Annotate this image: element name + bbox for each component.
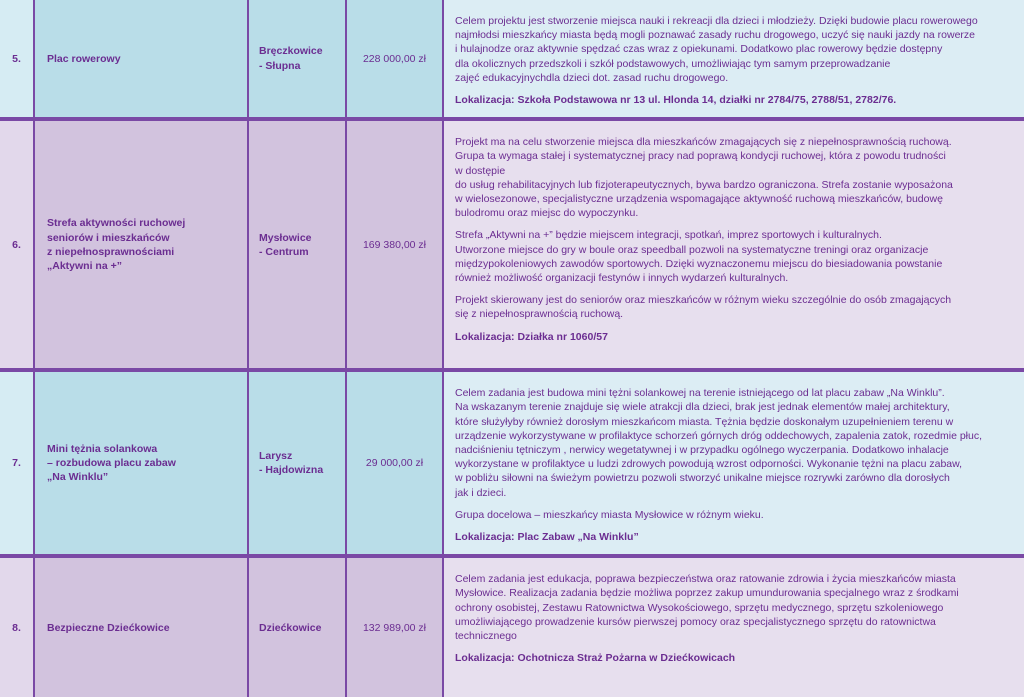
project-row-7 (0, 372, 1024, 554)
project-row-8 (0, 558, 1024, 697)
project-cost: 228 000,00 zł (346, 0, 443, 117)
project-location: Lokalizacja: Szkoła Podstawowa nr 13 ul. Hlonda 14, działki nr 2784/75, 2788/51, 2782/76. (455, 94, 897, 107)
project-district: Dziećkowice (248, 558, 346, 697)
project-district: Mysłowice - Centrum (248, 121, 346, 368)
description-paragraph: Strefa „Aktywni na +” będzie miejscem integracji, spotkań, imprez sportowych i kulturalnych. Utworzone miejsce do gry w boule oraz speedball pozwoli na systematyczne treningi oraz organizacje międzypokoleniowych zawodów sportowych. Dzięki wyznaczonemu miejscu do biesiadowania powstanie również możliwość organizacji festynów i innych wydarzeń kulturalnych. (455, 229, 943, 285)
project-description (443, 121, 1024, 368)
project-cost: 29 000,00 zł (346, 372, 443, 554)
project-district: Bręczkowice - Słupna (248, 0, 346, 117)
description-paragraph: Celem zadania jest budowa mini tężni solankowej na terenie istniejącego od lat placu zabaw „Na Winklu”. Na wskazanym terenie znajduje się wiele atrakcji dla dzieci, brak jest jednak elementów małej architektury, które służyłyby również dorosłym mieszkańcom miasta. Tężnia będzie doskonałym uzupełnieniem terenu w urządzenie wykorzystywane w profilaktyce schorzeń górnych dróg oddechowych, zapalenia zatok, rozedmie płuc, nadciśnieniu tętniczym , nerwicy wegetatywnej i w przypadku ogólnego wyczerpania. Dodatkowo inhalacje wykorzystane w profilaktyce u ludzi zdrowych powodują wzrost odporności. Wykonanie tężni na placu zabaw, w pobliżu siłowni na świeżym powietrzu pozwoli stworzyć unikalne miejsce rozrywki zarówno dla dorosłych jak i dzieci. (455, 387, 983, 499)
project-name: Plac rowerowy (34, 0, 248, 117)
project-number: 8. (0, 558, 34, 697)
project-name: Strefa aktywności ruchowej seniorów i mieszkańców z niepełnosprawnościami „Aktywni na +” (34, 121, 248, 368)
project-description (443, 0, 1024, 117)
description-paragraph: Celem projektu jest stworzenie miejsca nauki i rekreacji dla dzieci i młodzieży. Dzięki budowie placu rowerowego najmłodsi mieszkańcy miasta będą mogli poznawać zasady ruchu drogowego, uczyć się nauki jazdy na rowerze i hulajnodze oraz aktywnie spędzać czas wraz z opiekunami. Dodatkowo plac rowerowy będzie dostępny dla okolicznych przedszkoli i szkół podstawowych, umożliwiając tym samym przeprowadzanie zajęć edukacyjnychdla dzieci dot. zasad ruchu drogowego. (455, 15, 978, 84)
project-description (443, 372, 1024, 554)
project-cost: 132 989,00 zł (346, 558, 443, 697)
project-description (443, 558, 1024, 697)
project-row-6 (0, 121, 1024, 368)
description-paragraph: Projekt ma na celu stworzenie miejsca dla mieszkańców zmagających się z niepełnosprawnością ruchową. Grupa ta wymaga stałej i systematycznej pracy nad poprawą kondycji ruchowej, która z powodu trudności w dostępie do usług rehabilitacyjnych lub fizjoterapeutycznych, bywa bardzo ograniczona. Strefa zostanie wyposażona w wielosezonowe, specjalistyczne urządzenia wspomagające aktywność ruchową mieszkańców, budowę bulodromu oraz miejsc do wypoczynku. (455, 136, 953, 220)
project-location: Lokalizacja: Plac Zabaw „Na Winklu” (455, 531, 639, 544)
project-district: Larysz - Hajdowizna (248, 372, 346, 554)
project-location: Lokalizacja: Działka nr 1060/57 (455, 330, 608, 343)
project-cost: 169 380,00 zł (346, 121, 443, 368)
project-number: 6. (0, 121, 34, 368)
project-name: Mini tężnia solankowa – rozbudowa placu zabaw „Na Winklu” (34, 372, 248, 554)
description-paragraph: Celem zadania jest edukacja, poprawa bezpieczeństwa oraz ratowanie zdrowia i życia mieszkańców miasta Mysłowice. Realizacja zadania będzie możliwa poprzez zakup umundurowania specjalnego wraz z środkami ochrony osobistej, Zestawu Ratownictwa Wysokościowego, sprzętu medycznego, sprzętu szkoleniowego umożliwiającego prowadzenie kursów pierwszej pomocy oraz specjalistycznego sprzętu do ratownictwa technicznego (455, 573, 959, 643)
project-row-5 (0, 0, 1024, 117)
project-name: Bezpieczne Dziećkowice (34, 558, 248, 697)
project-number: 5. (0, 0, 34, 117)
project-number: 7. (0, 372, 34, 554)
description-paragraph: Projekt skierowany jest do seniorów oraz mieszkańców w różnym wieku szczególnie do osób zmagających się z niepełnosprawnością ruchową. (455, 294, 952, 321)
project-location: Lokalizacja: Ochotnicza Straż Pożarna w Dziećkowicach (455, 652, 736, 665)
description-paragraph: Grupa docelowa – mieszkańcy miasta Mysłowice w różnym wieku. (455, 508, 764, 521)
